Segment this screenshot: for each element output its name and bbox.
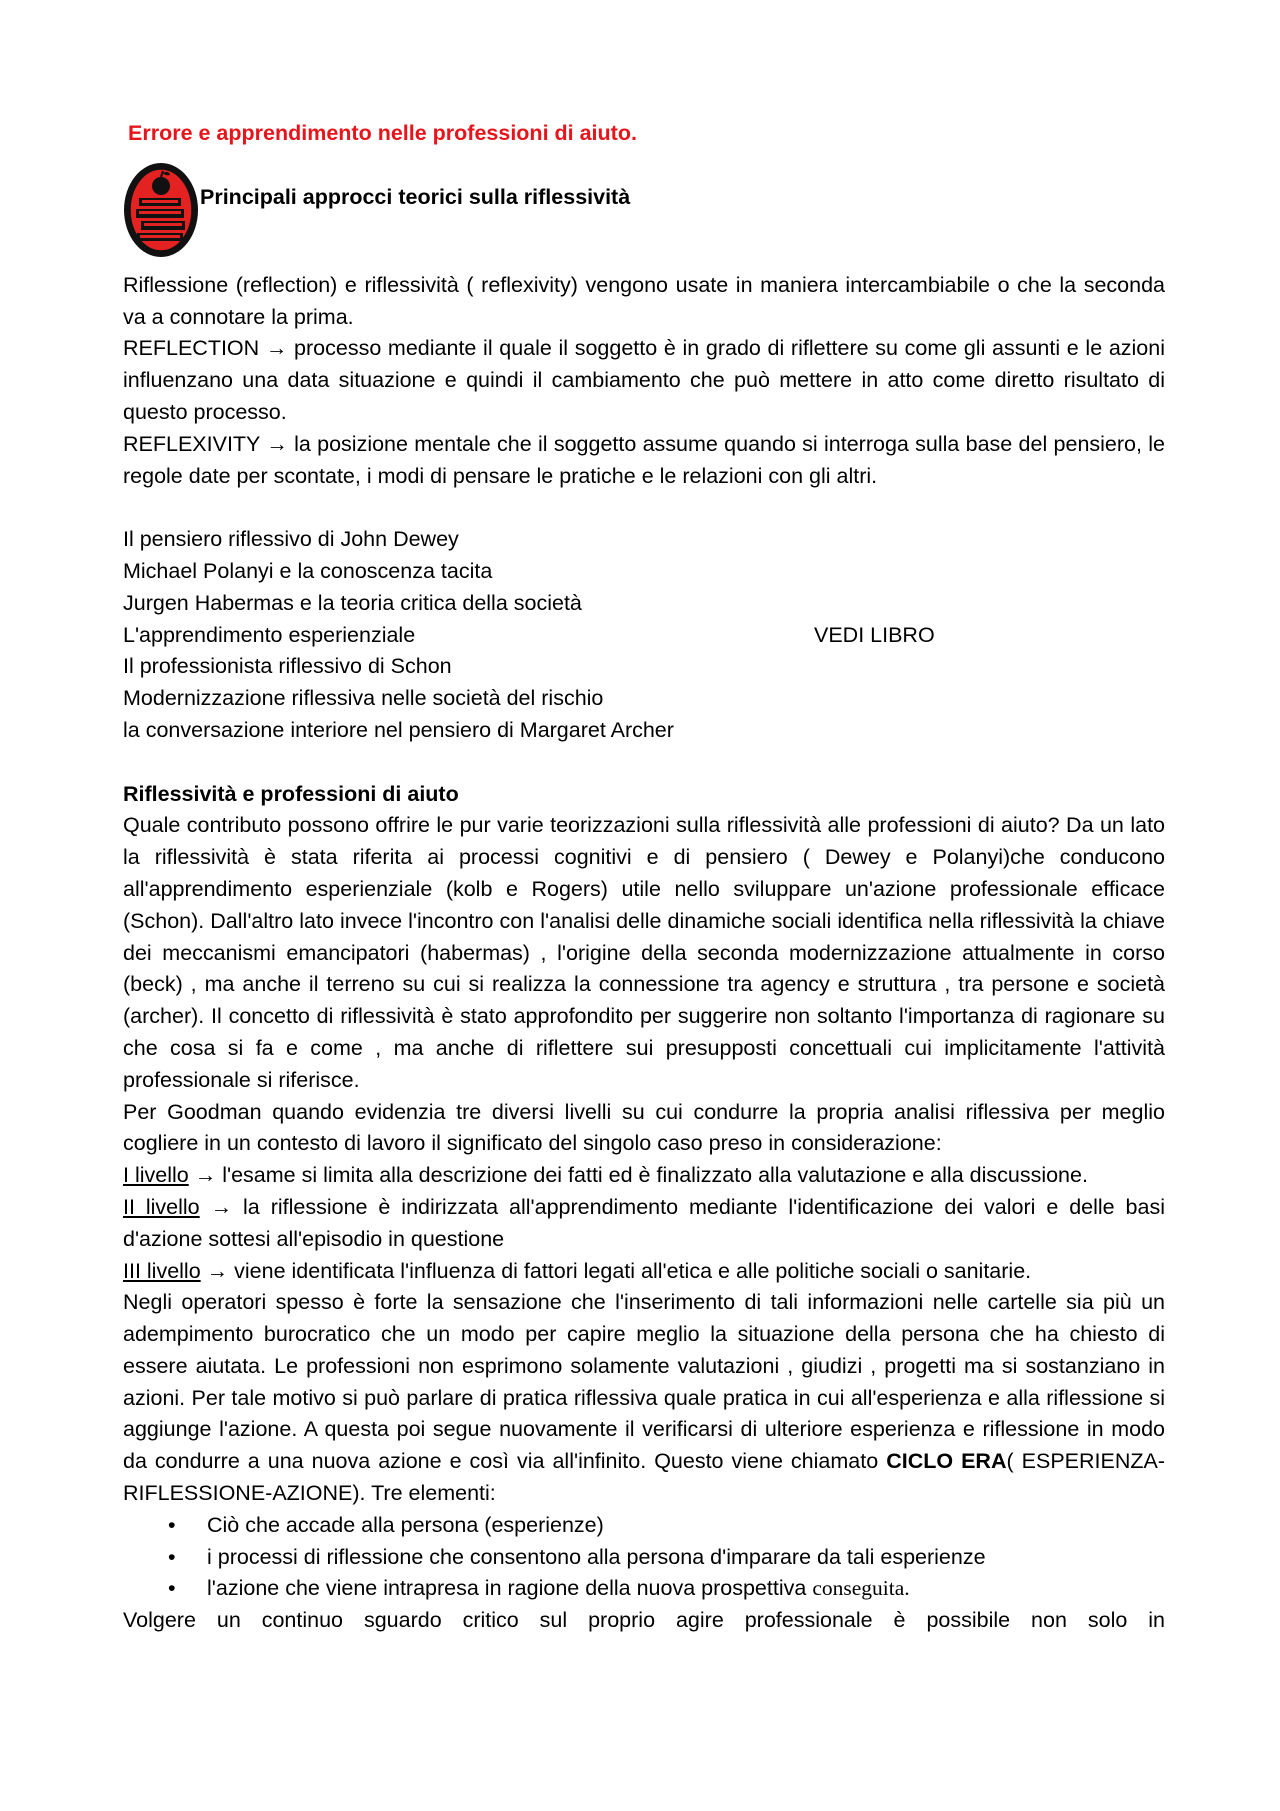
bullet-icon: • — [168, 1544, 176, 1569]
section-header — [123, 162, 1165, 262]
document-page — [123, 118, 1165, 1637]
list-item — [123, 1542, 1165, 1574]
arrow-symbol: → — [206, 1258, 229, 1283]
list-item-text: Ciò che accade alla persona (esperienze) — [207, 1512, 604, 1537]
level-text: viene identificata l'influenza di fattori legati all'etica e alle politiche sociali o sanitarie. — [234, 1258, 1032, 1283]
bullet-icon: • — [168, 1576, 176, 1601]
section2-heading: Riflessività e professioni di aiuto — [123, 781, 459, 806]
author-item: Jurgen Habermas e la teoria critica della società — [123, 590, 582, 615]
author-item: L'apprendimento esperienziale — [123, 622, 416, 647]
books-apple-icon — [123, 162, 199, 258]
level-item — [123, 1256, 1165, 1288]
closing-paragraph: Volgere un continuo sguardo critico sul proprio agire professionale è possibile non solo in — [123, 1608, 1165, 1633]
ciclo-text-before: Negli operatori spesso è forte la sensazione che l'inserimento di tali informazioni nelle cartelle sia più un adempimento burocratico che un modo per capire meglio la situazione della persona che ha chiesto di essere aiutata. Le professioni non esprimono solamente valutazioni , giudizi , progetti ma si sostanziano in azioni. Per tale motivo si può parlare di pratica riflessiva quale pratica in cui all'esperienza e alla riflessione si aggiunge l'azione. A questa poi segue nuovamente il verificarsi di ulteriore esperienza e riflessione in modo da condurre a una nuova azione e così via all'infinito. Questo viene chiamato — [123, 1290, 1165, 1474]
bullet-icon: • — [168, 1512, 176, 1537]
reflection-definition — [123, 333, 1165, 428]
list-item-text: i processi di riflessione che consentono alla persona d'imparare da tali esperienze — [207, 1544, 986, 1569]
reflexivity-definition — [123, 429, 1165, 493]
list-item — [123, 1573, 1165, 1605]
arrow-symbol: → — [210, 1194, 233, 1219]
level-item — [123, 1160, 1165, 1192]
ciclo-text-after: ( ESPERIENZA-RIFLESSIONE-AZIONE). Tre elementi: — [123, 1449, 1166, 1506]
ciclo-era-term: CICLO ERA — [886, 1449, 1007, 1474]
vedi-libro-note: VEDI LIBRO — [814, 622, 935, 647]
reflection-text: processo mediante il quale il soggetto è in grado di riflettere su come gli assunti e le azioni influenzano una data situazione e quindi il cambiamento che può mettere in atto come diretto risultato di questo processo. — [123, 336, 1165, 424]
author-item: Il professionista riflessivo di Schon — [123, 654, 452, 679]
list-item — [123, 1510, 1165, 1542]
author-item: Modernizzazione riflessiva nelle società del rischio — [123, 686, 604, 711]
goodman-paragraph: Per Goodman quando evidenzia tre diversi livelli su cui condurre la propria analisi riflessiva per meglio cogliere in un contesto di lavoro il significato del singolo caso preso in considerazione: — [123, 1099, 1165, 1156]
level-text: la riflessione è indirizzata all'apprendimento mediante l'identificazione dei valori e delle basi d'azione sottesi all'episodio in questione — [123, 1194, 1165, 1251]
list-item-text: l'azione che viene intrapresa in ragione della nuova prospettiva — [207, 1576, 807, 1601]
level-label: III livello — [123, 1258, 201, 1283]
author-list — [123, 524, 1165, 747]
author-item: Il pensiero riflessivo di John Dewey — [123, 527, 459, 552]
intro-paragraph: Riflessione (reflection) e riflessività ( reflexivity) vengono usate in maniera intercambiabile o che la seconda va a connotare la prima. — [123, 272, 1165, 329]
reflexivity-term: REFLEXIVITY — [123, 431, 261, 456]
author-item: Michael Polanyi e la conoscenza tacita — [123, 558, 493, 583]
ciclo-era-paragraph — [123, 1287, 1165, 1510]
author-item: la conversazione interiore nel pensiero di Margaret Archer — [123, 717, 674, 742]
arrow-symbol: → — [265, 336, 288, 361]
level-item — [123, 1192, 1165, 1256]
elements-list — [123, 1510, 1165, 1605]
level-label: II livello — [123, 1194, 200, 1219]
section-title: Principali approcci teorici sulla riflessività — [200, 184, 631, 209]
arrow-symbol: → — [266, 431, 288, 456]
arrow-symbol: → — [194, 1163, 217, 1188]
level-label: I livello — [123, 1163, 189, 1188]
list-item-tail: conseguita. — [812, 1576, 910, 1601]
reflection-term: REFLECTION — [123, 336, 260, 361]
level-text: l'esame si limita alla descrizione dei fatti ed è finalizzato alla valutazione e alla discussione. — [222, 1163, 1088, 1188]
section2-paragraph: Quale contributo possono offrire le pur varie teorizzazioni sulla riflessività alle professioni di aiuto? Da un lato la riflessività è stata riferita ai processi cognitivi e di pensiero ( Dewey e Polanyi)che conducono all'apprendimento esperienziale (kolb e Rogers) utile nello sviluppare un'azione professionale efficace (Schon). Dall'altro lato invece l'incontro con l'analisi delle dinamiche sociali identifica nella riflessività la chiave dei meccanismi emancipatori (habermas) , l'origine della seconda modernizzazione attualmente in corso (beck) , ma anche il terreno su cui si realizza la connessione tra agency e struttura , tra persone e società (archer). Il concetto di riflessività è stato approfondito per suggerire non soltanto l'importanza di ragionare su che cosa si fa e come , ma anche di riflettere sui presupposti concettuali cui implicitamente l'attività professionale si riferisce. — [123, 813, 1165, 1092]
document-title: Errore e apprendimento nelle professioni di aiuto. — [128, 121, 637, 145]
reflexivity-text: la posizione mentale che il soggetto assume quando si interroga sulla base del pensiero, le regole date per scontate, i modi di pensare le pratiche e le relazioni con gli altri. — [123, 431, 1165, 488]
